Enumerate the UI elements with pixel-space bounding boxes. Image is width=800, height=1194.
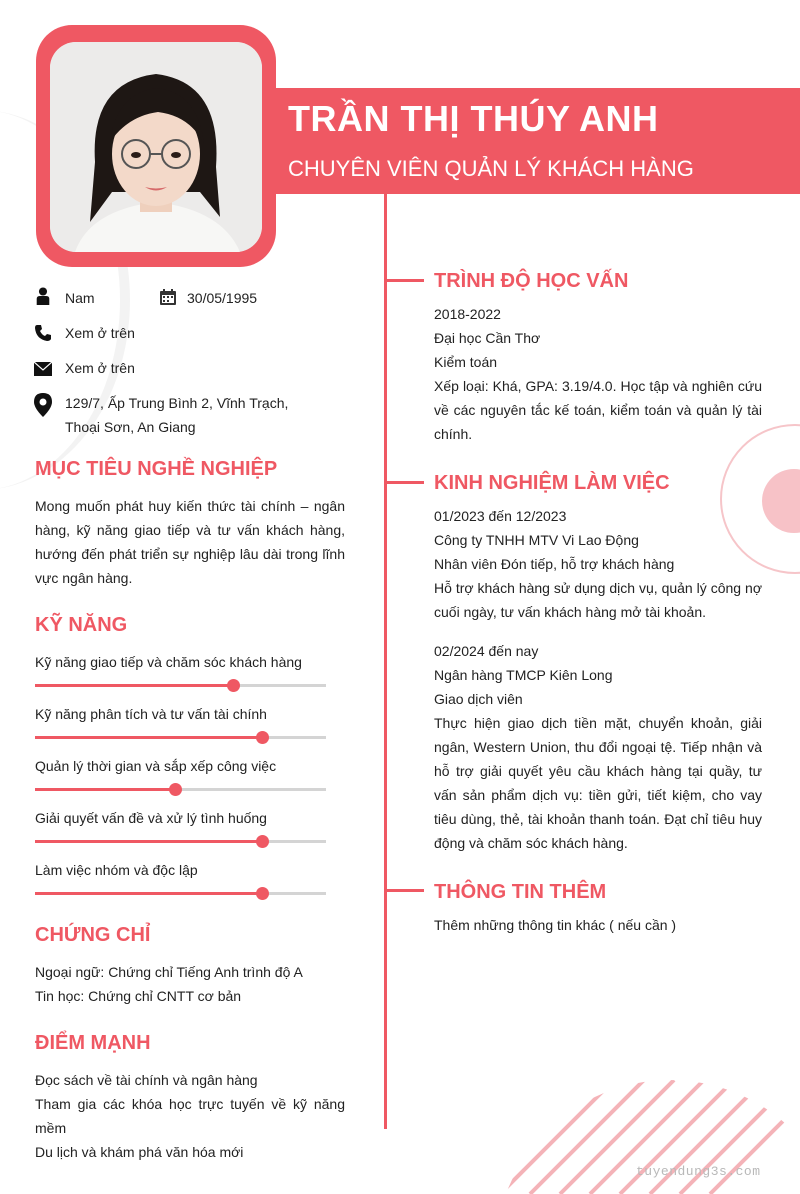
skill-slider-knob (256, 835, 269, 848)
timeline-tick (384, 889, 424, 892)
strength-item: Du lịch và khám phá văn hóa mới (35, 1144, 244, 1160)
skill-label: Kỹ năng phân tích và tư vấn tài chính (35, 706, 267, 722)
certificate-item: Ngoại ngữ: Chứng chỉ Tiếng Anh trình độ A (35, 964, 303, 980)
job-detail: Thực hiện giao dịch tiền mặt, chuyển khoản, giải ngân, Western Union, thu đổi ngoại tệ. Tiếp nhận và hỗ trợ giải quyết yêu cầu khách hàng tại quầy, tư vấn sản phẩm dịch vụ: tiền gửi, tiết kiệm, cho vay tiêu dùng, thẻ, tài khoản thanh toán. Đạt chỉ tiêu huy động và chăm sóc khách hàng. (434, 715, 762, 851)
job-company: Công ty TNHH MTV Vi Lao Động (434, 532, 639, 548)
skills-title: KỸ NĂNG (35, 614, 128, 636)
job-company: Ngân hàng TMCP Kiên Long (434, 667, 613, 683)
education-title: TRÌNH ĐỘ HỌC VẤN (434, 270, 629, 292)
skill-bar (35, 736, 326, 739)
job-period: 01/2023 đến 12/2023 (434, 508, 567, 524)
skill-label: Kỹ năng giao tiếp và chăm sóc khách hàng (35, 654, 302, 670)
skill-label: Quản lý thời gian và sắp xếp công việc (35, 758, 277, 774)
job-detail: Hỗ trợ khách hàng sử dụng dịch vụ, quản lý công nợ cuối ngày, tư vấn khách hàng mở tài khoản. (434, 580, 762, 620)
timeline-tick (384, 481, 424, 484)
address-line-2: Thoại Sơn, An Giang (65, 419, 196, 435)
skill-label: Làm việc nhóm và độc lập (35, 862, 198, 878)
calendar-icon (159, 288, 177, 306)
skill-slider-knob (227, 679, 240, 692)
skill-slider-knob (256, 887, 269, 900)
skill-bar (35, 684, 326, 687)
strengths-title: ĐIỂM MẠNH (35, 1032, 151, 1054)
phone: Xem ở trên (65, 325, 135, 341)
profile-photo (50, 42, 262, 252)
objective-text: Mong muốn phát huy kiến thức tài chính – ngân hàng, kỹ năng giao tiếp và tư vấn khách hàng, hướng đến phát triển sự nghiệp lâu dài trong lĩnh vực ngân hàng. (35, 498, 345, 586)
skill-label: Giải quyết vấn đề và xử lý tình huống (35, 810, 267, 826)
person-icon (34, 287, 52, 305)
certificate-item: Tin học: Chứng chỉ CNTT cơ bản (35, 988, 242, 1004)
watermark: tuyendung3s.com (636, 1164, 761, 1179)
education-major: Kiểm toán (434, 354, 498, 370)
extra-info-title: THÔNG TIN THÊM (434, 881, 607, 903)
skill-slider-knob (169, 783, 182, 796)
skill-slider-knob (256, 731, 269, 744)
skill-bar (35, 892, 326, 895)
birthday: 30/05/1995 (187, 290, 258, 306)
objective-title: MỤC TIÊU NGHỀ NGHIỆP (35, 458, 278, 480)
education-detail: Xếp loại: Khá, GPA: 3.19/4.0. Học tập và nghiên cứu về các nguyên tắc kế toán, kiểm toán và quản lý tài chính. (434, 378, 762, 442)
extra-info-text: Thêm những thông tin khác ( nếu cần ) (434, 917, 677, 933)
phone-icon (34, 324, 52, 342)
candidate-title: CHUYÊN VIÊN QUẢN LÝ KHÁCH HÀNG (288, 156, 694, 181)
gender: Nam (65, 290, 95, 306)
education-period: 2018-2022 (434, 306, 501, 322)
candidate-name: TRẦN THỊ THÚY ANH (288, 98, 659, 139)
email-icon (34, 360, 52, 378)
location-pin-icon (34, 393, 52, 417)
timeline-line (384, 194, 387, 1129)
certificates-title: CHỨNG CHỈ (35, 924, 151, 946)
education-school: Đại học Cần Thơ (434, 330, 541, 346)
strength-item: Đọc sách về tài chính và ngân hàng (35, 1072, 258, 1088)
email: Xem ở trên (65, 360, 135, 376)
job-period: 02/2024 đến nay (434, 643, 539, 659)
job-role: Giao dịch viên (434, 691, 523, 707)
skill-bar (35, 788, 326, 791)
skill-bar (35, 840, 326, 843)
strength-item: Tham gia các khóa học trực tuyến về kỹ năng mềm (35, 1096, 345, 1136)
address-line-1: 129/7, Ấp Trung Bình 2, Vĩnh Trạch, (65, 395, 289, 411)
job-role: Nhân viên Đón tiếp, hỗ trợ khách hàng (434, 556, 675, 572)
timeline-tick (384, 279, 424, 282)
experience-title: KINH NGHIỆM LÀM VIỆC (434, 472, 670, 494)
